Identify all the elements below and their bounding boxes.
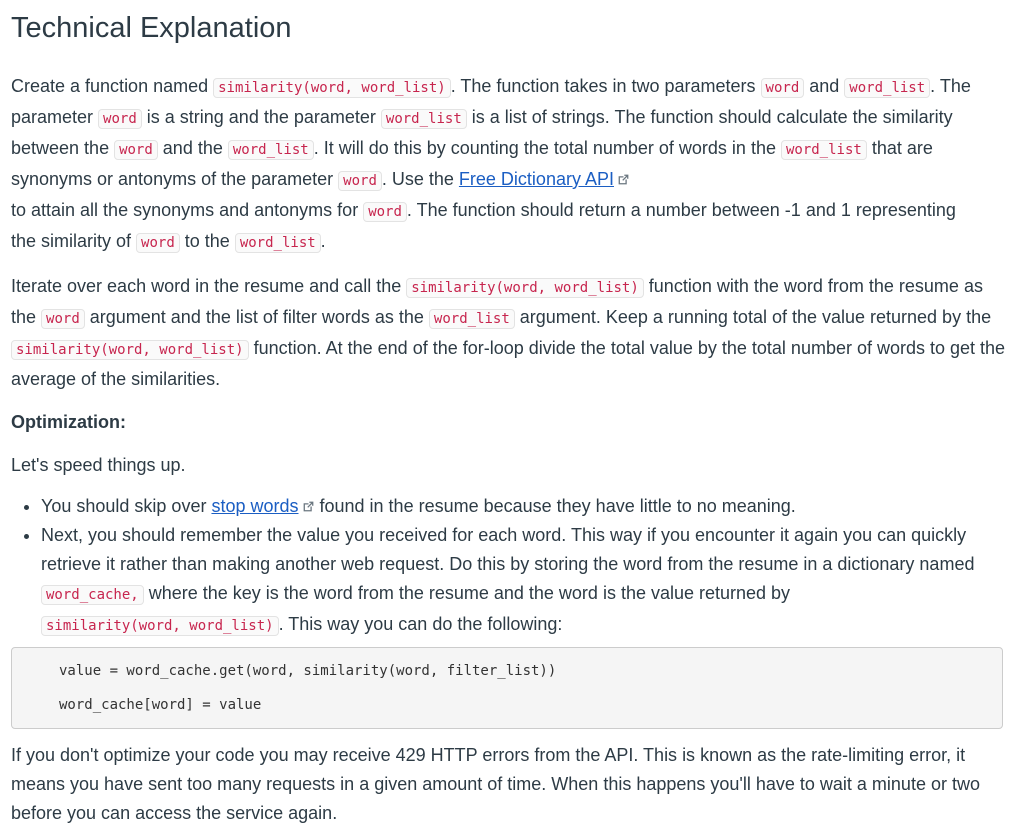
rate-limit-paragraph: If you don't optimize your code you may receive 429 HTTP errors from the API. This is known as the rate-limiting error, it means you have sent too many requests in a given amount of time. When this happens you'll have to wait a minute or two before you can access the service again.	[11, 745, 980, 823]
text: is a string and the parameter	[141, 107, 381, 127]
optimization-list	[11, 492, 1011, 641]
inline-code: similarity(word, word_list)	[11, 340, 249, 360]
external-link-icon	[302, 500, 315, 513]
external-link-icon	[617, 173, 630, 186]
inline-code: word	[338, 171, 382, 191]
text: function with the word from the resume as the	[11, 276, 983, 327]
text: . The function takes in two parameters	[450, 76, 761, 96]
inline-code: word_list	[235, 233, 321, 253]
text: . This way you can do the following:	[278, 614, 563, 634]
text: to attain all the synonyms and antonyms for	[11, 200, 364, 220]
text: You should skip over	[41, 496, 212, 516]
text: the similarity of	[11, 231, 137, 251]
text: Create a function named	[11, 76, 214, 96]
inline-code: word_list	[781, 140, 867, 160]
text: found in the resume because they have little to no meaning.	[314, 496, 796, 516]
inline-code: word_list	[228, 140, 314, 160]
function-description-paragraph	[11, 72, 1011, 258]
text: Next, you should remember the value you received for each word. This way if you encounter it again you can quickly retrieve it rather than making another web request. Do this by storing the word from the resume in a dictionary named	[41, 525, 975, 574]
text: function. At the end of the for-loop divide the total value by the total number of words to get the average of the similarities.	[11, 338, 1006, 389]
inline-code: word_list	[844, 78, 930, 98]
inline-code: word_cache,	[41, 585, 144, 605]
page-title: Technical Explanation	[11, 12, 292, 44]
text: that are synonyms or antonyms of the parameter	[11, 138, 933, 189]
text: and	[804, 76, 845, 96]
text: .	[320, 231, 326, 251]
text: and the	[157, 138, 228, 158]
text: Iterate over each word in the resume and call the	[11, 276, 407, 296]
text: argument and the list of filter words as the	[84, 307, 429, 327]
stop-words-link[interactable]: stop words	[211, 496, 299, 516]
text: to the	[179, 231, 235, 251]
optimization-heading: Optimization:	[11, 412, 126, 432]
inline-code: word_list	[381, 109, 467, 129]
inline-code: word	[136, 233, 180, 253]
inline-code: similarity(word, word_list)	[213, 78, 451, 98]
text: . It will do this by counting the total number of words in the	[313, 138, 781, 158]
text: is a list of strings. The function should calculate the similarity between the	[11, 107, 953, 158]
text: . The function should return a number between -1 and 1 representing	[406, 200, 956, 220]
speed-text: Let's speed things up.	[11, 455, 186, 475]
iteration-paragraph	[11, 272, 1011, 394]
code-line: word_cache[word] = value	[59, 697, 262, 713]
code-block	[11, 647, 1003, 729]
list-item	[41, 521, 1011, 641]
inline-code: word_list	[429, 309, 515, 329]
inline-code: similarity(word, word_list)	[406, 278, 644, 298]
inline-code: word	[363, 202, 407, 222]
free-dictionary-api-link[interactable]: Free Dictionary API	[458, 169, 614, 189]
code-line: value = word_cache.get(word, similarity(word, filter_list))	[59, 663, 557, 679]
inline-code: word	[114, 140, 158, 160]
text: argument. Keep a running total of the value returned by the	[514, 307, 992, 327]
list-item	[41, 492, 1011, 521]
text: where the key is the word from the resume and the word is the value returned by	[143, 583, 791, 603]
text: . Use the	[381, 169, 459, 189]
inline-code: word	[41, 309, 85, 329]
inline-code: word	[761, 78, 805, 98]
text: . The parameter	[11, 76, 971, 127]
inline-code: similarity(word, word_list)	[41, 616, 279, 636]
inline-code: word	[98, 109, 142, 129]
